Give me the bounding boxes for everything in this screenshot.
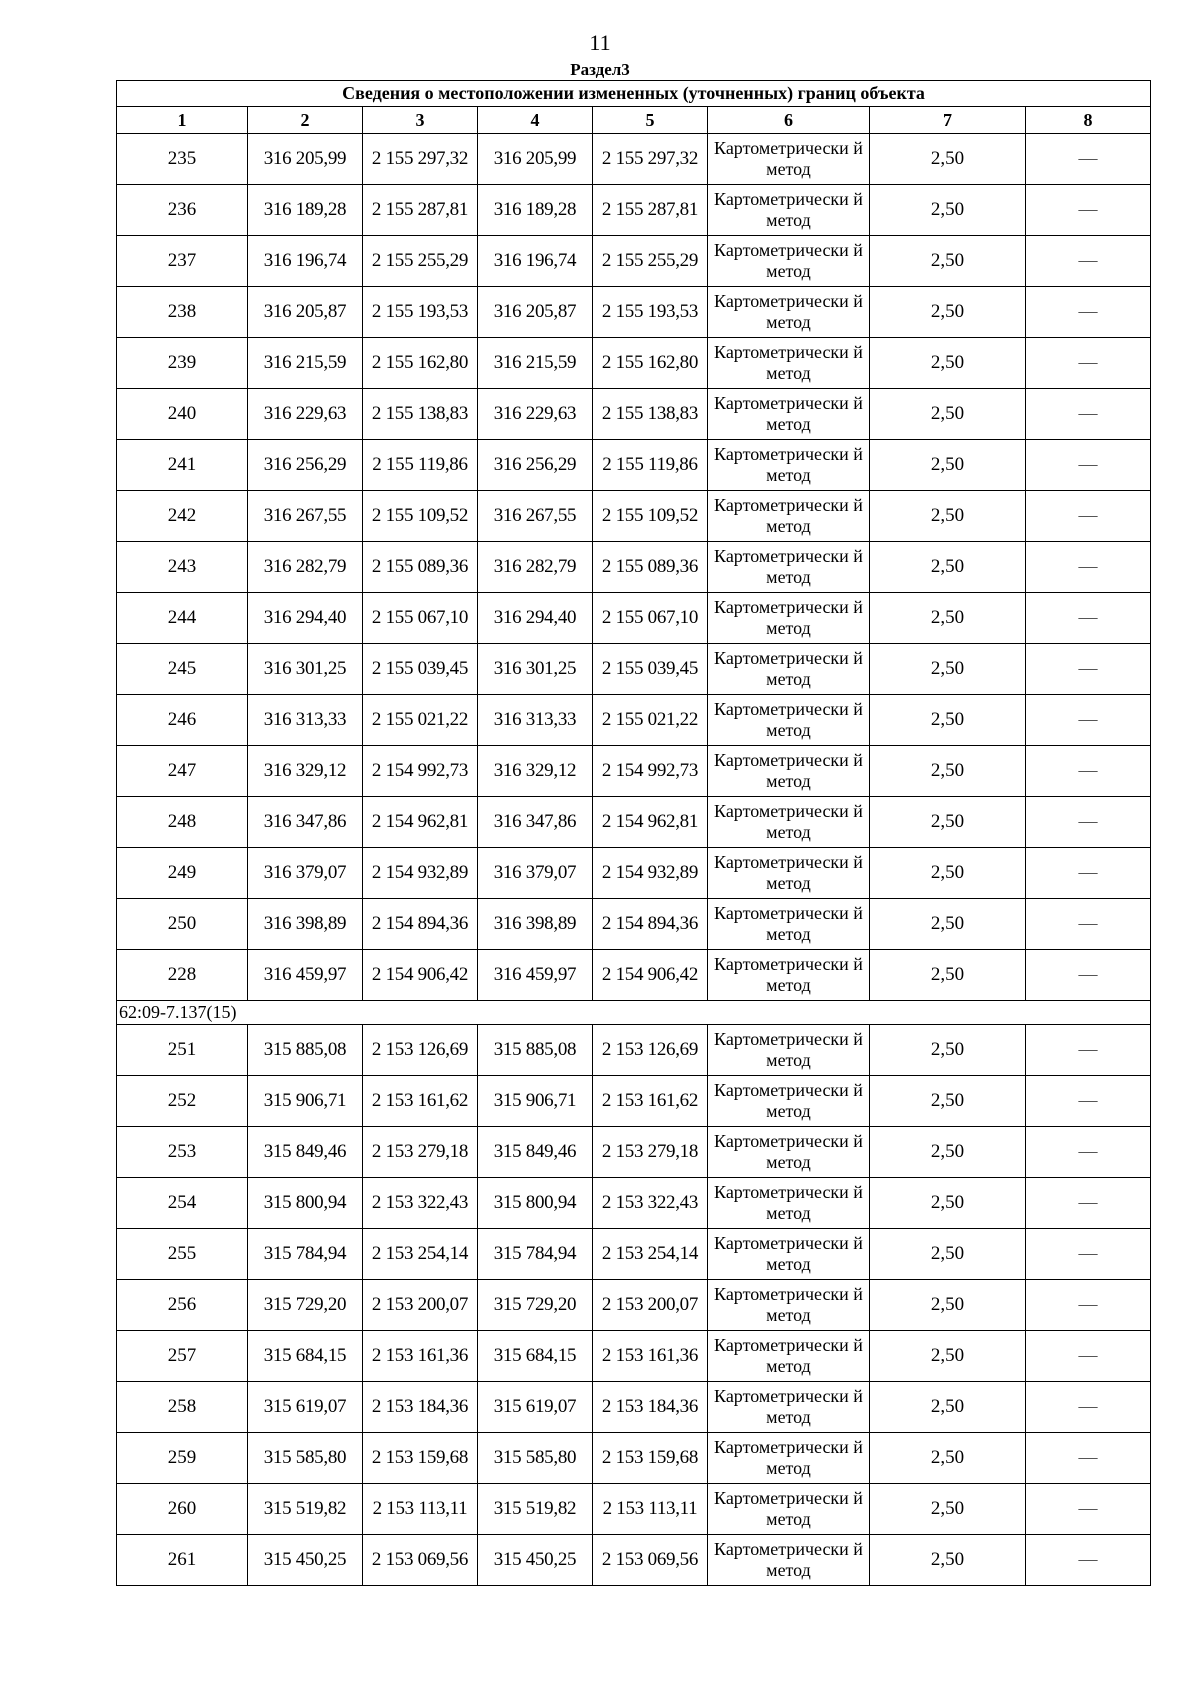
y-existing-cell: 2 155 089,36: [363, 542, 478, 593]
description-cell: —: [1026, 950, 1151, 1001]
y-existing-cell: 2 153 184,36: [363, 1382, 478, 1433]
x-existing-cell: 316 459,97: [248, 950, 363, 1001]
table-row: [117, 644, 1151, 695]
point-number-cell: 248: [117, 797, 248, 848]
column-number-7: 7: [870, 107, 1026, 134]
x-new-cell: 315 729,20: [478, 1280, 593, 1331]
y-new-cell: 2 155 255,29: [593, 236, 708, 287]
y-new-cell: 2 153 113,11: [593, 1484, 708, 1535]
point-number-cell: 250: [117, 899, 248, 950]
table-row: [117, 236, 1151, 287]
x-existing-cell: 315 450,25: [248, 1535, 363, 1586]
table-row: [117, 1535, 1151, 1586]
accuracy-cell: 2,50: [870, 1280, 1026, 1331]
group-label-row: [117, 1001, 1151, 1025]
y-existing-cell: 2 155 109,52: [363, 491, 478, 542]
x-new-cell: 316 229,63: [478, 389, 593, 440]
table-row: [117, 899, 1151, 950]
x-existing-cell: 316 282,79: [248, 542, 363, 593]
y-new-cell: 2 154 962,81: [593, 797, 708, 848]
x-existing-cell: 316 347,86: [248, 797, 363, 848]
group-label: 62:09-7.137(15): [117, 1001, 1151, 1025]
x-existing-cell: 316 329,12: [248, 746, 363, 797]
y-new-cell: 2 154 932,89: [593, 848, 708, 899]
accuracy-cell: 2,50: [870, 440, 1026, 491]
description-cell: —: [1026, 236, 1151, 287]
y-new-cell: 2 153 254,14: [593, 1229, 708, 1280]
y-existing-cell: 2 153 200,07: [363, 1280, 478, 1331]
method-cell: Картометрически й метод: [708, 185, 870, 236]
x-existing-cell: 316 205,99: [248, 134, 363, 185]
y-existing-cell: 2 155 039,45: [363, 644, 478, 695]
method-cell: Картометрически й метод: [708, 542, 870, 593]
point-number-cell: 249: [117, 848, 248, 899]
method-cell: Картометрически й метод: [708, 236, 870, 287]
y-existing-cell: 2 155 297,32: [363, 134, 478, 185]
y-existing-cell: 2 153 113,11: [363, 1484, 478, 1535]
x-new-cell: 315 684,15: [478, 1331, 593, 1382]
accuracy-cell: 2,50: [870, 1382, 1026, 1433]
x-existing-cell: 316 294,40: [248, 593, 363, 644]
accuracy-cell: 2,50: [870, 1535, 1026, 1586]
y-existing-cell: 2 153 159,68: [363, 1433, 478, 1484]
table-row: [117, 1229, 1151, 1280]
x-new-cell: 316 282,79: [478, 542, 593, 593]
section-title: Раздел3: [570, 60, 630, 79]
point-number-cell: 257: [117, 1331, 248, 1382]
table-row: [117, 389, 1151, 440]
accuracy-cell: 2,50: [870, 338, 1026, 389]
table-row: [117, 695, 1151, 746]
x-new-cell: 316 347,86: [478, 797, 593, 848]
x-new-cell: 316 205,99: [478, 134, 593, 185]
y-new-cell: 2 153 279,18: [593, 1127, 708, 1178]
y-new-cell: 2 155 021,22: [593, 695, 708, 746]
description-cell: —: [1026, 1382, 1151, 1433]
point-number-cell: 244: [117, 593, 248, 644]
method-cell: Картометрически й метод: [708, 1433, 870, 1484]
method-cell: Картометрически й метод: [708, 1076, 870, 1127]
y-new-cell: 2 153 322,43: [593, 1178, 708, 1229]
accuracy-cell: 2,50: [870, 899, 1026, 950]
point-number-cell: 256: [117, 1280, 248, 1331]
x-new-cell: 315 800,94: [478, 1178, 593, 1229]
y-existing-cell: 2 153 279,18: [363, 1127, 478, 1178]
method-cell: Картометрически й метод: [708, 491, 870, 542]
y-existing-cell: 2 153 161,36: [363, 1331, 478, 1382]
column-number-8: 8: [1026, 107, 1151, 134]
method-cell: Картометрически й метод: [708, 1280, 870, 1331]
accuracy-cell: 2,50: [870, 287, 1026, 338]
table-row: [117, 593, 1151, 644]
accuracy-cell: 2,50: [870, 1331, 1026, 1382]
column-numbers-row: [117, 107, 1151, 134]
description-cell: —: [1026, 593, 1151, 644]
point-number-cell: 261: [117, 1535, 248, 1586]
description-cell: —: [1026, 338, 1151, 389]
point-number-cell: 247: [117, 746, 248, 797]
point-number-cell: 238: [117, 287, 248, 338]
description-cell: —: [1026, 389, 1151, 440]
x-existing-cell: 316 256,29: [248, 440, 363, 491]
x-existing-cell: 315 906,71: [248, 1076, 363, 1127]
point-number-cell: 235: [117, 134, 248, 185]
y-existing-cell: 2 155 138,83: [363, 389, 478, 440]
accuracy-cell: 2,50: [870, 1076, 1026, 1127]
x-existing-cell: 316 189,28: [248, 185, 363, 236]
x-new-cell: 315 519,82: [478, 1484, 593, 1535]
method-cell: Картометрически й метод: [708, 1178, 870, 1229]
method-cell: Картометрически й метод: [708, 389, 870, 440]
method-cell: Картометрически й метод: [708, 695, 870, 746]
x-existing-cell: 316 215,59: [248, 338, 363, 389]
table-caption: Сведения о местоположении измененных (уточненных) границ объекта: [117, 81, 1151, 107]
description-cell: —: [1026, 440, 1151, 491]
column-number-1: 1: [117, 107, 248, 134]
y-new-cell: 2 155 162,80: [593, 338, 708, 389]
table-row: [117, 542, 1151, 593]
x-existing-cell: 315 729,20: [248, 1280, 363, 1331]
description-cell: —: [1026, 848, 1151, 899]
y-new-cell: 2 155 297,32: [593, 134, 708, 185]
y-new-cell: 2 155 039,45: [593, 644, 708, 695]
method-cell: Картометрически й метод: [708, 797, 870, 848]
y-existing-cell: 2 154 894,36: [363, 899, 478, 950]
point-number-cell: 253: [117, 1127, 248, 1178]
y-existing-cell: 2 154 962,81: [363, 797, 478, 848]
description-cell: —: [1026, 644, 1151, 695]
description-cell: —: [1026, 899, 1151, 950]
y-new-cell: 2 155 067,10: [593, 593, 708, 644]
x-new-cell: 316 267,55: [478, 491, 593, 542]
y-new-cell: 2 154 894,36: [593, 899, 708, 950]
column-number-4: 4: [478, 107, 593, 134]
accuracy-cell: 2,50: [870, 491, 1026, 542]
x-new-cell: 316 215,59: [478, 338, 593, 389]
method-cell: Картометрически й метод: [708, 1331, 870, 1382]
x-new-cell: 315 885,08: [478, 1025, 593, 1076]
x-existing-cell: 315 784,94: [248, 1229, 363, 1280]
method-cell: Картометрически й метод: [708, 950, 870, 1001]
x-existing-cell: 316 267,55: [248, 491, 363, 542]
column-number-5: 5: [593, 107, 708, 134]
point-number-cell: 255: [117, 1229, 248, 1280]
y-existing-cell: 2 153 322,43: [363, 1178, 478, 1229]
y-new-cell: 2 154 992,73: [593, 746, 708, 797]
description-cell: —: [1026, 1433, 1151, 1484]
column-number-6: 6: [708, 107, 870, 134]
x-new-cell: 315 619,07: [478, 1382, 593, 1433]
accuracy-cell: 2,50: [870, 236, 1026, 287]
point-number-cell: 254: [117, 1178, 248, 1229]
y-existing-cell: 2 154 932,89: [363, 848, 478, 899]
y-existing-cell: 2 155 193,53: [363, 287, 478, 338]
description-cell: —: [1026, 1280, 1151, 1331]
y-existing-cell: 2 153 069,56: [363, 1535, 478, 1586]
point-number-cell: 239: [117, 338, 248, 389]
table-row: [117, 134, 1151, 185]
x-new-cell: 316 196,74: [478, 236, 593, 287]
x-new-cell: 315 784,94: [478, 1229, 593, 1280]
y-new-cell: 2 153 159,68: [593, 1433, 708, 1484]
table-row: [117, 1127, 1151, 1178]
table-row: [117, 1280, 1151, 1331]
y-new-cell: 2 154 906,42: [593, 950, 708, 1001]
method-cell: Картометрически й метод: [708, 440, 870, 491]
table-row: [117, 746, 1151, 797]
description-cell: —: [1026, 797, 1151, 848]
x-new-cell: 316 459,97: [478, 950, 593, 1001]
accuracy-cell: 2,50: [870, 389, 1026, 440]
x-new-cell: 316 256,29: [478, 440, 593, 491]
x-existing-cell: 315 800,94: [248, 1178, 363, 1229]
accuracy-cell: 2,50: [870, 950, 1026, 1001]
description-cell: —: [1026, 1484, 1151, 1535]
accuracy-cell: 2,50: [870, 542, 1026, 593]
table-row: [117, 185, 1151, 236]
table-row: [117, 338, 1151, 389]
point-number-cell: 242: [117, 491, 248, 542]
description-cell: —: [1026, 1025, 1151, 1076]
y-existing-cell: 2 155 067,10: [363, 593, 478, 644]
x-new-cell: 315 450,25: [478, 1535, 593, 1586]
method-cell: Картометрически й метод: [708, 746, 870, 797]
y-existing-cell: 2 155 119,86: [363, 440, 478, 491]
x-new-cell: 316 398,89: [478, 899, 593, 950]
table-row: [117, 1076, 1151, 1127]
y-new-cell: 2 155 089,36: [593, 542, 708, 593]
x-existing-cell: 316 229,63: [248, 389, 363, 440]
x-existing-cell: 315 585,80: [248, 1433, 363, 1484]
y-new-cell: 2 153 200,07: [593, 1280, 708, 1331]
description-cell: —: [1026, 491, 1151, 542]
table-row: [117, 1433, 1151, 1484]
method-cell: Картометрически й метод: [708, 1127, 870, 1178]
description-cell: —: [1026, 695, 1151, 746]
point-number-cell: 237: [117, 236, 248, 287]
point-number-cell: 241: [117, 440, 248, 491]
description-cell: —: [1026, 1076, 1151, 1127]
description-cell: —: [1026, 1127, 1151, 1178]
method-cell: Картометрически й метод: [708, 1382, 870, 1433]
x-new-cell: 315 585,80: [478, 1433, 593, 1484]
point-number-cell: 259: [117, 1433, 248, 1484]
y-existing-cell: 2 154 906,42: [363, 950, 478, 1001]
x-new-cell: 316 294,40: [478, 593, 593, 644]
x-existing-cell: 315 619,07: [248, 1382, 363, 1433]
x-new-cell: 316 301,25: [478, 644, 593, 695]
x-new-cell: 316 189,28: [478, 185, 593, 236]
x-existing-cell: 315 885,08: [248, 1025, 363, 1076]
x-existing-cell: 316 196,74: [248, 236, 363, 287]
column-number-3: 3: [363, 107, 478, 134]
x-new-cell: 316 313,33: [478, 695, 593, 746]
point-number-cell: 245: [117, 644, 248, 695]
description-cell: —: [1026, 1229, 1151, 1280]
x-new-cell: 315 849,46: [478, 1127, 593, 1178]
accuracy-cell: 2,50: [870, 1025, 1026, 1076]
y-new-cell: 2 153 184,36: [593, 1382, 708, 1433]
description-cell: —: [1026, 746, 1151, 797]
column-number-2: 2: [248, 107, 363, 134]
y-new-cell: 2 153 126,69: [593, 1025, 708, 1076]
method-cell: Картометрически й метод: [708, 644, 870, 695]
table-row: [117, 1331, 1151, 1382]
accuracy-cell: 2,50: [870, 797, 1026, 848]
method-cell: Картометрически й метод: [708, 848, 870, 899]
description-cell: —: [1026, 287, 1151, 338]
y-existing-cell: 2 155 021,22: [363, 695, 478, 746]
table-row: [117, 287, 1151, 338]
point-number-cell: 258: [117, 1382, 248, 1433]
table-row: [117, 1484, 1151, 1535]
y-new-cell: 2 155 119,86: [593, 440, 708, 491]
accuracy-cell: 2,50: [870, 1229, 1026, 1280]
x-new-cell: 316 205,87: [478, 287, 593, 338]
point-number-cell: 240: [117, 389, 248, 440]
accuracy-cell: 2,50: [870, 848, 1026, 899]
accuracy-cell: 2,50: [870, 695, 1026, 746]
description-cell: —: [1026, 542, 1151, 593]
accuracy-cell: 2,50: [870, 644, 1026, 695]
method-cell: Картометрически й метод: [708, 1025, 870, 1076]
method-cell: Картометрически й метод: [708, 1484, 870, 1535]
point-number-cell: 228: [117, 950, 248, 1001]
method-cell: Картометрически й метод: [708, 1535, 870, 1586]
y-existing-cell: 2 153 254,14: [363, 1229, 478, 1280]
y-existing-cell: 2 153 126,69: [363, 1025, 478, 1076]
table-row: [117, 950, 1151, 1001]
boundary-coordinates-table: [116, 80, 1151, 1586]
method-cell: Картометрически й метод: [708, 134, 870, 185]
description-cell: —: [1026, 134, 1151, 185]
x-new-cell: 315 906,71: [478, 1076, 593, 1127]
table-row: [117, 440, 1151, 491]
method-cell: Картометрически й метод: [708, 899, 870, 950]
method-cell: Картометрически й метод: [708, 287, 870, 338]
table-row: [117, 1382, 1151, 1433]
y-new-cell: 2 153 069,56: [593, 1535, 708, 1586]
table-row: [117, 797, 1151, 848]
table-row: [117, 1178, 1151, 1229]
x-existing-cell: 315 684,15: [248, 1331, 363, 1382]
y-new-cell: 2 153 161,62: [593, 1076, 708, 1127]
y-new-cell: 2 155 287,81: [593, 185, 708, 236]
table-row: [117, 848, 1151, 899]
point-number-cell: 260: [117, 1484, 248, 1535]
description-cell: —: [1026, 1178, 1151, 1229]
description-cell: —: [1026, 1535, 1151, 1586]
y-existing-cell: 2 154 992,73: [363, 746, 478, 797]
point-number-cell: 243: [117, 542, 248, 593]
point-number-cell: 251: [117, 1025, 248, 1076]
y-new-cell: 2 155 109,52: [593, 491, 708, 542]
table-caption-row: [117, 81, 1151, 107]
accuracy-cell: 2,50: [870, 1484, 1026, 1535]
point-number-cell: 236: [117, 185, 248, 236]
accuracy-cell: 2,50: [870, 593, 1026, 644]
accuracy-cell: 2,50: [870, 185, 1026, 236]
method-cell: Картометрически й метод: [708, 1229, 870, 1280]
x-existing-cell: 316 398,89: [248, 899, 363, 950]
y-new-cell: 2 155 193,53: [593, 287, 708, 338]
accuracy-cell: 2,50: [870, 1178, 1026, 1229]
x-existing-cell: 316 301,25: [248, 644, 363, 695]
table-row: [117, 491, 1151, 542]
point-number-cell: 252: [117, 1076, 248, 1127]
x-new-cell: 316 379,07: [478, 848, 593, 899]
x-existing-cell: 315 849,46: [248, 1127, 363, 1178]
point-number-cell: 246: [117, 695, 248, 746]
y-existing-cell: 2 155 255,29: [363, 236, 478, 287]
method-cell: Картометрически й метод: [708, 338, 870, 389]
y-existing-cell: 2 153 161,62: [363, 1076, 478, 1127]
accuracy-cell: 2,50: [870, 134, 1026, 185]
y-existing-cell: 2 155 287,81: [363, 185, 478, 236]
x-existing-cell: 315 519,82: [248, 1484, 363, 1535]
description-cell: —: [1026, 1331, 1151, 1382]
y-new-cell: 2 155 138,83: [593, 389, 708, 440]
method-cell: Картометрически й метод: [708, 593, 870, 644]
y-new-cell: 2 153 161,36: [593, 1331, 708, 1382]
x-existing-cell: 316 379,07: [248, 848, 363, 899]
description-cell: —: [1026, 185, 1151, 236]
table-row: [117, 1025, 1151, 1076]
accuracy-cell: 2,50: [870, 746, 1026, 797]
x-existing-cell: 316 313,33: [248, 695, 363, 746]
table-body: [117, 81, 1151, 1586]
y-existing-cell: 2 155 162,80: [363, 338, 478, 389]
accuracy-cell: 2,50: [870, 1127, 1026, 1178]
x-existing-cell: 316 205,87: [248, 287, 363, 338]
x-new-cell: 316 329,12: [478, 746, 593, 797]
page-number: 11: [589, 30, 611, 55]
accuracy-cell: 2,50: [870, 1433, 1026, 1484]
